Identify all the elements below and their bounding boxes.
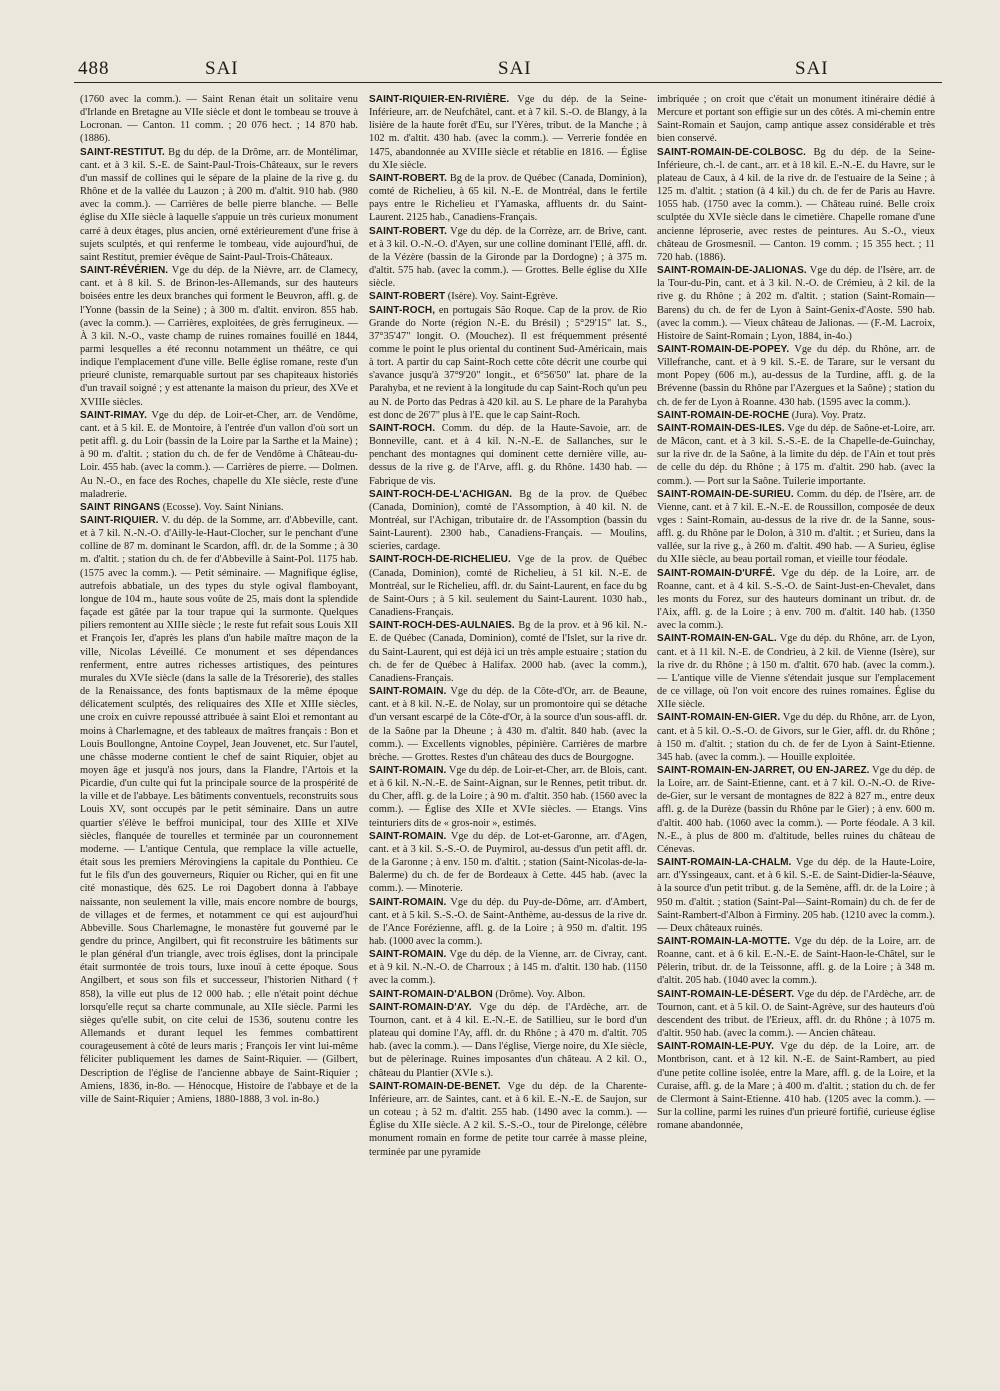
entry-headword: SAINT-ROMAIN-EN-GAL. [657, 633, 777, 645]
entry-body: Vge du dép. de Lot-et-Garonne, arr. d'Agen, cant. et à 3 kil. S.-S.-O. de Puymirol, au-dessus d'un petit affl. dr. de la Garonne ; à env. 150 m. d'altit. ; station (Saint-Nicolas-de-la-Balerme) du ch. de fer de Bordeaux à Cette. 445 hab. (avec la comm.). — Minoterie. [369, 830, 647, 895]
entry-body: Vge du dép. de l'Ardèche, arr. de Tournon, cant. et à 5 kil. O. de Saint-Agrève, sur des hauteurs d'où descendent des tribut. de l'Erieux, affl. dr. du Rhône ; à 1075 m. d'altit. 950 hab. (avec la comm.). — Ancien château. [657, 988, 935, 1040]
entry-headword: SAINT-ROBERT [369, 291, 446, 303]
entry-headword: SAINT-ROMAIN-DE-POPEY. [657, 343, 790, 355]
dictionary-entry [369, 830, 647, 896]
running-head-center: SAI [498, 58, 532, 79]
dictionary-entry [369, 488, 647, 554]
entry-headword: SAINT-RIMAY. [80, 409, 147, 421]
dictionary-entry [80, 501, 358, 514]
dictionary-entry [369, 685, 647, 764]
entry-body: Bg de la prov. et à 96 kil. N.-E. de Québec (Canada, Dominion), comté de l'Islet, sur la rive dr. du Saint-Laurent, qui est déjà ici un très ample estuaire ; station du ch. de fer de Québec à Halifax. 2000 hab. (avec la comm.), Canadiens-Français. [369, 620, 647, 684]
entry-headword: SAINT-ROMAIN-D'AY. [369, 1001, 472, 1013]
entry-headword: SAINT-ROCH, [369, 304, 436, 316]
dictionary-entry [369, 948, 647, 987]
entry-body: Vge du dép. de la Seine-Inférieure, arr. de Neufchâtel, cant. et à 7 kil. S.-O. de Blangy, à la lisière de la haute forêt d'Eu, sur l'Yères, tribut. de la Manche ; à 102 m. d'altit. 430 hab. (avec la comm.). — Verrerie fondée en 1475, abandonnée au XVIIIe siècle et rétablie en 1816. — Église du XIe siècle. [369, 94, 647, 171]
entry-body: Bg du dép. de la Drôme, arr. de Montélimar, cant. et à 3 kil. S.-E. de Saint-Paul-Trois-Châteaux, sur le revers d'un massif de collines qui le sépare de la plaine de la rive g. du Rhône et de la vallée du Lauzon ; à 200 m. d'altit. 910 hab. (980 avec la comm.). — Carrières de belle pierre blanche. — Belle église du XIIe siècle à laquelle s'appuie un très curieux monument carré à deux étages, plus ancien, orné extérieurement d'une frise à sujets sculptés, et qui renferme le tombeau, vide aujourd'hui, de saint Restitut, premier évêque de Saint-Paul-Trois-Châteaux. [80, 146, 358, 263]
entry-headword: SAINT-ROCH-DE-RICHELIEU. [369, 554, 511, 566]
entry-headword: SAINT-ROMAIN-LA-CHALM. [657, 857, 792, 869]
entry-headword: SAINT-ROMAIN. [369, 896, 447, 908]
entry-body: Vge du dép. de la Vienne, arr. de Civray, cant. et à 9 kil. N.-N.-O. de Charroux ; à 145 m. d'altit. 130 hab. (1150 avec la comm.). [369, 949, 647, 987]
entry-headword: SAINT-ROCH. [369, 422, 436, 434]
dictionary-entry [657, 343, 935, 409]
entry-body: Vge du dép. de la Charente-Inférieure, arr. de Saintes, cant. et à 6 kil. E.-N.-E. de Saujon, sur un coteau ; à 52 m. d'altit. 255 hab. (1490 avec la comm.). — Église du XIIe siècle. A 2 kil. S.-S.-O., tour de Pirelonge, célèbre monument romain en forme de petite tour carrée à masse pleine, terminée par une pyramide [369, 1080, 647, 1158]
entry-body: Comm. du dép. de la Haute-Savoie, arr. de Bonneville, cant. et à 4 kil. N.-N.-E. de Sallanches, sur le penchant des montagnes qui dominent cette dernière ville, au-dessus de la rive g. de l'Arve, affl. g. du Rhône. 1430 hab. — Fabrique de vis. [369, 422, 647, 487]
header-rule [74, 82, 942, 83]
page-number: 488 [78, 58, 110, 79]
dictionary-entry [369, 988, 647, 1001]
entry-body: Vge du dép. de l'Isère, arr. de la Tour-du-Pin, cant. et à 3 kil. N.-O. de Crémieu, à 2 kil. de la rive g. du Rhône ; à 202 m. d'altit. ; station (Saint-Romain—Barens) du ch. de fer de Lyon à Saint-Genix-d'Aoste. 590 hab. (avec la comm.). — Vieux château de Jalionas. — (F.-M. Lacroix, Histoire de Saint-Romain ; Lyon, 1884, in-4o.) [657, 265, 935, 342]
entry-body: Vge du dép. de la Corrèze, arr. de Brive, cant. et à 3 kil. O.-N.-O. d'Ayen, sur une colline dominant l'Ellé, affl. dr. de la Vézère (bassin de la Gironde par la Dordogne) ; à 375 m. d'altit. 575 hab. (avec la comm.). — Grottes. Belle église du XIIe siècle. [369, 225, 647, 290]
entry-body: Vge du dép. de Loir-et-Cher, arr. de Blois, cant. et à 6 kil. N.-N.-E. de Saint-Aignan, sur le Rennes, petit tribut. dr. du Cher, affl. g. de la Loire ; à 90 m. d'altit. 350 hab. (1560 avec la comm.). — Église des XIIe et XVIe siècles. — Etangs. Vins teinturiers dits de « gros-noir », estimés. [369, 764, 647, 829]
dictionary-entry [657, 409, 935, 422]
entry-body: (Ecosse). Voy. Saint Ninians. [160, 501, 284, 513]
dictionary-entry [657, 764, 935, 856]
entry-continuation [80, 93, 358, 146]
dictionary-entry [369, 619, 647, 685]
entry-body: Vge du dép. de la Nièvre, arr. de Clamecy, cant. et à 8 kil. S. de Brinon-les-Allemands, sur des hauteurs boisées entre les deux branches qui forment le Beuvron, affl. g. de l'Yonne (bassin de la Seine) ; à 300 m. d'altit. environ. 855 hab. (avec la comm.). — Carrières, exploitées, de grès ferrugineux. — À 3 kil. N.-O., vaste champ de ruines romaines fouillé en 1844, parmi lesquelles a été reconnu notamment un théâtre, ce qui indique l'emplacement d'une ville. Belle église romane, reste d'un prieuré cluniste, remarquable surtout par ses chapiteaux historiés d'un travail soigné ; y est attenante la maison du prieur, des XVe et XVIIIe siècles. [80, 265, 358, 408]
entry-headword: SAINT-ROBERT. [369, 225, 447, 237]
entry-body: Comm. du dép. de l'Isère, arr. de Vienne, cant. et à 7 kil. E.-N.-E. de Roussillon, composée de deux vges : Saint-Romain, au-dessus de la rive dr. de la Sanne, sous-affl. g. du Rhône par le Dolon, à 310 m. d'altit. ; et Surieu, dans la vallée, sur la rive g., à 260 m. d'altit. 490 hab. — A Surieu, église du XIIe siècle, au beau portail roman, et vieille tour féodale. [657, 488, 935, 566]
dictionary-entry [369, 1001, 647, 1080]
entry-body: (Isère). Voy. Saint-Egrève. [445, 291, 558, 303]
entry-body: Vge de la prov. de Québec (Canada, Dominion), comté de Richelieu, à 51 kil. N.-E. de Montréal, sur le Richelieu, affl. dr. du Saint-Laurent, en face du bg de Saint-Ours ; à 5 kil. seulement du Saint-Laurent. 1030 hab., Canadiens-Français. [369, 554, 647, 619]
entry-body: (Drôme). Voy. Albon. [492, 988, 586, 1000]
dictionary-entry [369, 1080, 647, 1159]
entry-body: Bg de la prov. de Québec (Canada, Dominion), comté de l'Assomption, à 40 kil. N. de Montréal, sur l'Achigan, tributaire dr. de l'Assomption (bassin du Saint-Laurent). 2300 hab., Canadiens-Français. — Moulins, scieries, cardage. [369, 488, 647, 553]
entry-continuation [657, 93, 935, 146]
dictionary-entry [369, 290, 647, 303]
entry-body: Vge du dép. de la Haute-Loire, arr. d'Yssingeaux, cant. et à 6 kil. S.-E. de Saint-Didier-la-Séauve, à la source d'un petit tribut. g. de la Semène, affl. dr. de la Loire ; à 950 m. d'altit. ; station (Saint-Pal—Saint-Romain) du ch. de fer de Saint-Rambert-d'Albon à Firminy. 205 hab. (1210 avec la comm.). — Deux châteaux ruinés. [657, 857, 935, 934]
entry-headword: SAINT-ROMAIN-LA-MOTTE. [657, 936, 791, 947]
entry-body: Vge du dép. de la Loire, arr. de Roanne, cant. et à 6 kil. E.-N.-E. de Saint-Haon-le-Châtel, sur le Pèlerin, tribut. dr. de la Teissonne, affl. g. de la Loire ; à 348 m. d'altit. 205 hab. (1040 avec la comm.). [657, 936, 935, 987]
entry-headword: SAINT-ROMAIN. [369, 686, 447, 698]
entry-body: en portugais São Roque. Cap de la prov. de Rio Grande do Norte (région N.-E. du Brésil) ; 5°29'15" lat. S., 37°35'47" longit. O. (Mouchez). Il est fréquemment présenté comme le point le plus oriental du continent Sud-Américain, mais à tort. A partir du cap Saint-Roch cette côte décrit une courbe qui s'avance jusqu'à 37°9'20" longit., et 6°56'50" lat. phare de la Parahyba, et ne revient à la longitude du cap Saint-Roch qu'un peu au N. de Porto das Pedras à 420 kil. au S. Le phare de la Parahyba est donc de 26'7" plus à l'E. que le cap Saint-Roch. [369, 304, 647, 421]
entry-body: Vge du dép. de la Loire, arr. de Saint-Etienne, cant. et à 7 kil. O.-N.-O. de Rive-de-Gier, sur le versant de montagnes de 822 à 827 m., entre deux affl. g. de la Durèze (bassin du Rhône par le Gier) ; à env. 600 m. d'altit. 400 hab. (1060 avec la comm.). — Porte féodale. A 3 kil. N.-E., à plus de 800 m. d'altitude, belles ruines du château de Cénevas. [657, 764, 935, 855]
dictionary-entry [369, 172, 647, 225]
dictionary-entry [369, 422, 647, 488]
entry-body: Vge du dép. de la Loire, arr. de Roanne, cant. et à 4 kil. S.-S.-O. de Saint-Just-en-Chevalet, dans les monts du Forez, sur des hauteurs dominant un tribut. dr. de l'Aix, affl. g. de la Loire ; à env. 700 m. d'altit. 140 hab. (1350 avec la comm.). [657, 567, 935, 632]
entry-headword: SAINT-ROMAIN-LE-PUY. [657, 1041, 774, 1053]
entry-headword: SAINT-RÉVÉRIEN. [80, 265, 169, 277]
entry-headword: SAINT RINGANS [80, 501, 161, 513]
entry-headword: SAINT-ROMAIN-DE-BENET. [369, 1080, 501, 1092]
entry-body: Bg de la prov. de Québec (Canada, Dominion), comté de Richelieu, à 65 kil. N.-E. de Montréal, dans le fertile pays entre le Richelieu et l'Yamaska, affluents dr. du Saint-Laurent. 2125 hab., Canadiens-Français. [369, 172, 647, 224]
entry-headword: SAINT-ROMAIN-DE-SURIEU. [657, 488, 794, 500]
entry-body: imbriquée ; on croit que c'était un monument itinéraire dédié à Mercure et portant son effigie sur un des côtés. A mi-chemin entre Saint-Romain et Saujon, camp antique assez considérable et très bien conservé. [657, 94, 935, 145]
entry-headword: SAINT-ROMAIN-EN-GIER. [657, 712, 781, 724]
dictionary-entry [369, 553, 647, 619]
entry-headword: SAINT-ROMAIN-D'URFÉ. [657, 567, 776, 579]
dictionary-entry [657, 264, 935, 343]
entry-headword: SAINT-ROMAIN-DE-COLBOSC. [657, 146, 807, 158]
entry-body: Vge du dép. de Loir-et-Cher, arr. de Vendôme, cant. et à 5 kil. E. de Montoire, à l'entrée d'un vallon d'où sort un petit affl. g. du Loir (bassin de la Loire par la Sarthe et la Maine) ; à 90 m. d'altit. ; station du ch. de fer de Vendôme à Château-du-Loir. 455 hab. (avec la comm.). — Carrières de pierre. — Dolmen. Au N.-O., en face des Roches, chapelle du XIe siècle, reste d'une maladrerie. [80, 409, 358, 500]
entry-headword: SAINT-ROMAIN-DE-JALIONAS. [657, 265, 807, 277]
entry-body: Vge du dép. du Rhône, arr. de Lyon, cant. et à 11 kil. N.-E. de Condrieu, à 2 kil. de Vienne (Isère), sur la rive dr. du Rhône ; à 150 m. d'altit. 670 hab. (avec la comm.). — L'antique ville de Vienne s'étendait jusque sur l'emplacement de ce village, où l'on voit encore des ruines romaines. Église du XIIe siècle. [657, 633, 935, 711]
dictionary-entry [657, 988, 935, 1041]
dictionary-entry [657, 711, 935, 764]
entry-headword: SAINT-ROBERT. [369, 172, 447, 184]
dictionary-entry [657, 632, 935, 711]
entry-headword: SAINT-ROMAIN-D'ALBON [369, 988, 493, 1000]
dictionary-entry [80, 514, 358, 1106]
entry-headword: SAINT-RIQUIER. [80, 515, 159, 526]
dictionary-entry [80, 409, 358, 501]
entry-body: Vge du dép. de Saône-et-Loire, arr. de Mâcon, cant. et à 3 kil. S.-S.-E. de la Chapelle-de-Guinchay, sur la rive dr. de la Saône, à la limite du dép. de l'Ain et tout près de celle du dép. du Rhône ; à 175 m. d'altit. 290 hab. (avec la comm.). — Port sur la Saône. Tuilerie importante. [657, 422, 935, 487]
entry-body: Vge du dép. de la Loire, arr. de Montbrison, cant. et à 12 kil. N.-E. de Saint-Rambert, au pied d'une petite colline isolée, entre la Mare, affl. g. de la Loire, et la Curaise, affl. g. de la Mare ; à 400 m. d'altit. ; station du ch. de fer de Clermont à Saint-Etienne. 410 hab. (1205 avec la comm.). — Sur la colline, parmi les ruines d'un prieuré fortifié, curieuse église romane abandonnée, [657, 1041, 935, 1132]
entry-body: Vge du dép. du Rhône, arr. de Villefranche, cant. et à 9 kil. S.-E. de Tarare, sur le versant du mont Popey (606 m.), au-dessus de la Turdine, affl. g. de la Brévenne (bassin du Rhône par l'Azergues et la Saône) ; station du ch. de fer de Lyon à Roanne. 430 hab. (1595 avec la comm.). [657, 343, 935, 408]
entry-body: Vge du dép. de l'Ardèche, arr. de Tournon, cant. et à 4 kil. E.-N.-E. de Satillieu, sur le bord d'un plateau qui domine l'Ay, affl. dr. du Rhône ; à 470 m. d'altit. 705 hab. (avec la comm.). — Dans l'église, Vierge noire, du XIe siècle, but de pèlerinage. Ruines imposantes d'un château. A 2 kil. O., château du Plantier (XVIe s.). [369, 1001, 647, 1079]
entry-headword: SAINT-ROCH-DES-AULNAIES. [369, 620, 515, 632]
entry-headword: SAINT-ROMAIN-DES-ILES. [657, 422, 785, 434]
entry-body: Bg du dép. de la Seine-Inférieure, ch.-l. de cant., arr. et à 18 kil. E.-N.-E. du Havre, sur le plateau de Caux, à 4 kil. de la rive dr. de l'estuaire de la Seine ; à 125 m. d'altit. ; station (à 4 kil.) du ch. de fer de Paris au Havre. 1055 hab. (1750 avec la comm.). — Château ruiné. Belle croix sculptée du XVIe siècle dans le cimetière. Chapelle romane d'une ancienne léproserie, avec restes de peintures. Au S.-O., vieux château de Grosmesnil. — Canton. 19 comm. ; 15 355 hect. ; 11 720 hab. (1886). [657, 146, 935, 263]
dictionary-entry [80, 264, 358, 409]
entry-headword: SAINT-RESTITUT. [80, 146, 165, 158]
dictionary-entry [80, 146, 358, 264]
entry-body: Vge du dép. de la Côte-d'Or, arr. de Beaune, cant. et à 8 kil. N.-E. de Nolay, sur un promontoire qui se détache d'un versant escarpé de la Côte-d'Or, à la source d'un sous-affl. dr. de la Saône par la Dheune ; à 430 m. d'altit. 840 hab. (avec la comm.). — Excellents vignobles, pépinière. Carrières de marbre brèche. — Grottes. Restes d'un château des ducs de Bourgogne. [369, 686, 647, 763]
entry-headword: SAINT-ROMAIN-DE-ROCHE [657, 409, 790, 421]
column-3 [657, 93, 935, 1383]
entry-headword: SAINT-ROMAIN-EN-JARRET, OU EN-JAREZ. [657, 764, 870, 776]
entry-headword: SAINT-ROCH-DE-L'ACHIGAN. [369, 488, 513, 500]
dictionary-entry [657, 567, 935, 633]
dictionary-entry [369, 764, 647, 830]
running-head-right: SAI [795, 58, 829, 79]
dictionary-entry [657, 488, 935, 567]
dictionary-entry [657, 856, 935, 935]
dictionary-entry [657, 146, 935, 264]
column-2 [369, 93, 647, 1383]
dictionary-entry [369, 304, 647, 422]
dictionary-entry [369, 896, 647, 949]
entry-body: (1760 avec la comm.). — Saint Renan était un solitaire venu d'Irlande en Bretagne au VIIe siècle et dont le tombeau se trouve à Locronan. — Canton. 11 comm. ; 20 076 hect. ; 14 870 hab. (1886). [80, 94, 358, 145]
entry-body: (Jura). Voy. Pratz. [789, 409, 866, 421]
dictionary-entry [657, 422, 935, 488]
running-head-left: SAI [205, 58, 239, 79]
entry-body: Vge du dép. du Puy-de-Dôme, arr. d'Ambert, cant. et à 5 kil. S.-S.-O. de Saint-Anthème, au-dessus de la rive dr. de l'Ance Forézienne, affl. g. de la Loire ; à 950 m. d'altit. 195 hab. (1000 avec la comm.). [369, 896, 647, 947]
column-1 [80, 93, 358, 1383]
entry-headword: SAINT-RIQUIER-EN-RIVIÈRE. [369, 94, 510, 105]
dictionary-entry [369, 225, 647, 291]
entry-body: V. du dép. de la Somme, arr. d'Abbeville, cant. et à 7 kil. N.-N.-O. d'Ailly-le-Haut-Clocher, sur le penchant d'une colline de 87 m. dominant le Scardon, affl. dr. de la Somme ; à 30 m. d'altit. ; station du ch. de fer d'Abbeville à Saint-Pol. 1175 hab. (1575 avec la comm.). — Petit séminaire. — Magnifique église, autrefois abbatiale, un des types du style ogival flamboyant, longue de 104 m., haute sous voûte de 25, mais dont la splendide façade est gâtée par la tour trapue qui la surmonte. Quelques piliers remontent au XIIIe siècle ; le reste fut refait sous Louis XII et François Ier, d'après les plans d'un habile maître maçon de la ville, Nicolas Léveillé. Ce monument et ses dépendances renferment, entre autres richesses artistiques, des peintures murales du XVIe siècle (dans la salle de la Trésorerie), des stalles de la Renaissance, des fonts baptismaux de la même époque délicatement sculptés, des reliquaires des XIIe et XIIIe siècles, une croix en cuivre repoussé attribuée à saint Eloi et remontant au moins à Charlemagne, et des tableaux de maîtres français : Bon et Louis Boullongne, Antoine Coypel, Jean Jouvenet, etc. Sur l'autel, une châsse moderne contient le chef de saint Riquier, objet au moyen âge et jusqu'à nos jours, dans la Flandre, l'Artois et la Picardie, d'un culte qui fut la principale source de la prospérité de la ville et de l'abbaye. Les bâtiments conventuels, reconstruits sous Louis XV, sont occupés par le petit séminaire. Dans un autre quartier s'élève le beffroi municipal, tour des XIIIe et XIVe siècles, flanquée de tourelles et terminée par un couronnement moderne. — L'antique Centula, que remplace la ville actuelle, était sous les premiers Mérovingiens la capitale du Ponthieu. Ce fut le fils d'un des gouverneurs, Riquier ou Richer, qui en fit une cité monastique, dès 625. Le roi Dagobert donna à l'abbaye naissante, non seulement la ville, mais encore nombre de bourgs, de villages et de fermes, et notamment ce qui est aujourd'hui Abbeville. Sous Charlemagne, le monastère fut gouverné par le gendre du prince, Angilbert, qui fit reconstruire les bâtiments sur le plan général d'un triangle, avec trois églises, dont la principale était surmontée de trois tours, luxe inouï à cette époque. Sous Angilbert, et sous son fils et successeur, l'historien Nithard († 858), la ville eut plus de 12 000 hab. ; elle n'était point déchue lorsqu'elle reçut sa charte communale, au XIIe siècle. Parmi les sièges qu'elle subit, on cite celui de 1536, soutenu contre les Allemands et durant lequel les femmes combattirent courageusement à côté de leurs maris ; François Ier vint lui-même féliciter publiquement les dames de Saint-Riquier. — (Gilbert, Description de l'église de l'ancienne abbaye de Saint-Riquier ; Amiens, 1836, in-8o. — Hénocque, Histoire de l'abbaye et de la ville de Saint-Riquier ; Amiens, 1880-1888, 3 vol. in-8o.) [80, 515, 358, 1105]
dictionary-entry [657, 935, 935, 988]
entry-body: Vge du dép. du Rhône, arr. de Lyon, cant. et à 5 kil. O.-S.-O. de Givors, sur le Gier, affl. dr. du Rhône ; à 150 m. d'altit. ; station du ch. de fer de Lyon à Saint-Etienne. 345 hab. (avec la comm.). — Houille exploitée. [657, 712, 935, 763]
dictionary-entry [657, 1040, 935, 1132]
entry-headword: SAINT-ROMAIN. [369, 830, 447, 842]
dictionary-entry [369, 93, 647, 172]
entry-headword: SAINT-ROMAIN. [369, 764, 447, 776]
entry-headword: SAINT-ROMAIN-LE-DÉSERT. [657, 988, 795, 1000]
entry-headword: SAINT-ROMAIN. [369, 949, 447, 961]
